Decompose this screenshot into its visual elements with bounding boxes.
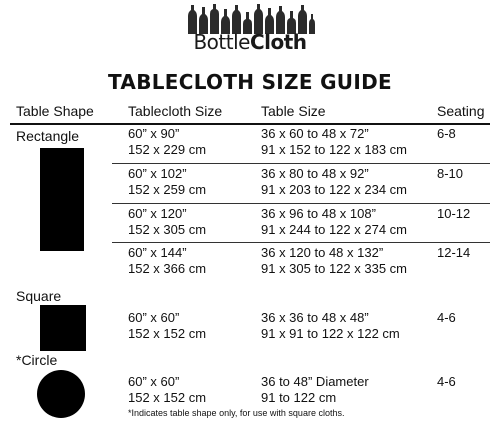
seating-value: 12-14 xyxy=(437,245,471,260)
square-icon xyxy=(40,305,86,351)
cloth-size-inches: 60” x 60” xyxy=(128,374,180,389)
cloth-size-cm: 152 x 259 cm xyxy=(128,182,207,197)
table-size-cell xyxy=(261,310,400,342)
table-size-cell xyxy=(261,245,407,277)
cloth-size-inches: 60” x 102” xyxy=(128,166,187,181)
table-size-cell xyxy=(261,166,407,198)
header-table-shape: Table Shape xyxy=(16,103,94,119)
row-divider xyxy=(112,163,490,164)
seating-value: 4-6 xyxy=(437,310,456,325)
row-divider xyxy=(112,203,490,204)
table-size-inches: 36 x 36 to 48 x 48” xyxy=(261,310,369,325)
shape-label-rectangle: Rectangle xyxy=(16,128,80,144)
cloth-size-inches: 60” x 144” xyxy=(128,245,187,260)
table-row xyxy=(128,206,206,238)
table-size-cm: 91 x 152 to 122 x 183 cm xyxy=(261,142,407,157)
cloth-size-inches: 60” x 60” xyxy=(128,310,180,325)
table-size-cell xyxy=(261,206,407,238)
table-row xyxy=(128,245,206,277)
seating-value: 4-6 xyxy=(437,374,456,389)
table-row xyxy=(128,166,206,198)
header-seating: Seating xyxy=(437,103,485,119)
circle-icon xyxy=(37,370,85,418)
seating-value: 10-12 xyxy=(437,206,471,221)
cloth-size-cm: 152 x 305 cm xyxy=(128,222,207,237)
table-size-cell xyxy=(261,126,407,158)
cloth-size-inches: 60” x 90” xyxy=(128,126,180,141)
brand-logo xyxy=(176,4,324,56)
shape-label-circle: *Circle xyxy=(16,352,58,368)
table-size-cell xyxy=(261,374,369,406)
table-size-cm: 91 x 91 to 122 x 122 cm xyxy=(261,326,400,341)
table-size-cm: 91 x 305 to 122 x 335 cm xyxy=(261,261,407,276)
table-size-inches: 36 x 96 to 48 x 108” xyxy=(261,206,376,221)
table-size-inches: 36 x 80 to 48 x 92” xyxy=(261,166,369,181)
brand-name: BottleCloth xyxy=(193,30,307,54)
table-row xyxy=(128,126,206,158)
cloth-size-cm: 152 x 152 cm xyxy=(128,326,207,341)
shape-label-square: Square xyxy=(16,288,62,304)
header-divider xyxy=(10,123,490,125)
footnote: *Indicates table shape only, for use with square cloths. xyxy=(128,408,345,418)
cloth-size-cm: 152 x 229 cm xyxy=(128,142,207,157)
page-title: TABLECLOTH SIZE GUIDE xyxy=(108,70,392,94)
seating-value: 8-10 xyxy=(437,166,464,181)
table-size-cm: 91 x 244 to 122 x 274 cm xyxy=(261,222,407,237)
header-tablecloth-size: Tablecloth Size xyxy=(128,103,223,119)
rectangle-icon xyxy=(40,148,84,251)
table-row xyxy=(128,310,206,342)
table-size-cm: 91 x 203 to 122 x 234 cm xyxy=(261,182,407,197)
cloth-size-cm: 152 x 366 cm xyxy=(128,261,207,276)
table-size-inches: 36 to 48” Diameter xyxy=(261,374,369,389)
cloth-size-inches: 60” x 120” xyxy=(128,206,187,221)
table-size-inches: 36 x 60 to 48 x 72” xyxy=(261,126,369,141)
cloth-size-cm: 152 x 152 cm xyxy=(128,390,207,405)
seating-value: 6-8 xyxy=(437,126,456,141)
table-size-inches: 36 x 120 to 48 x 132” xyxy=(261,245,384,260)
table-row xyxy=(128,374,206,406)
table-size-cm: 91 to 122 cm xyxy=(261,390,337,405)
row-divider xyxy=(112,242,490,243)
header-table-size: Table Size xyxy=(261,103,326,119)
